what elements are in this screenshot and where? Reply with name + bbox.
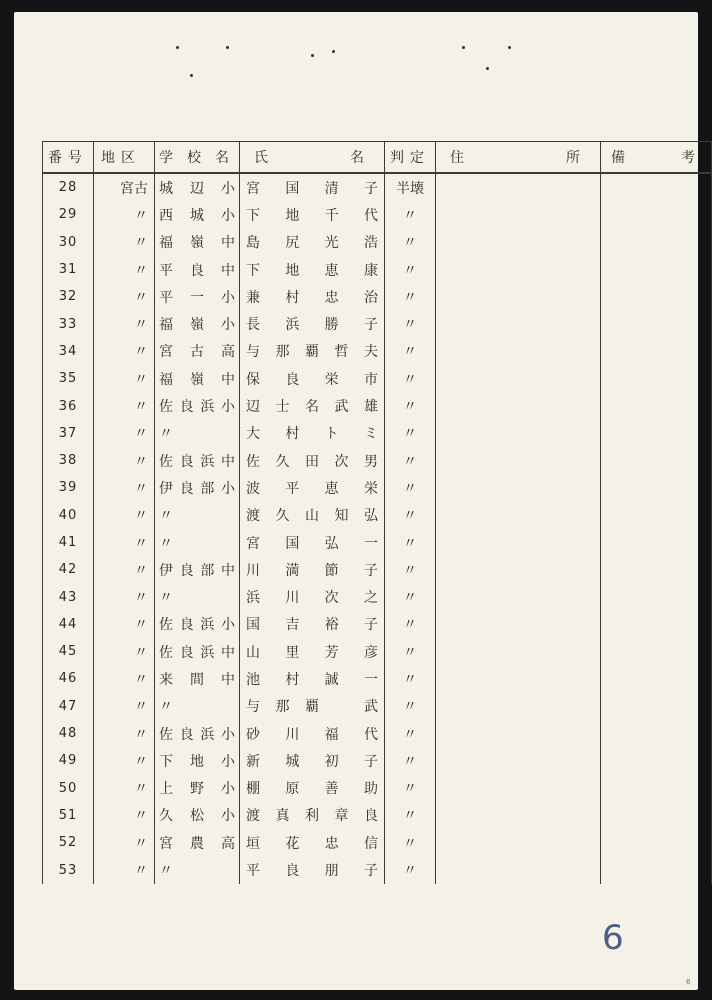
row-school: 〃 [155,502,240,529]
row-judgment: 〃 [385,502,436,529]
row-area: 〃 [94,447,155,474]
row-number: 52 [43,829,94,856]
corner-mark: 6 [686,978,691,986]
row-address [436,474,601,501]
row-remarks [601,229,712,256]
table-row [43,310,712,337]
row-area: 〃 [94,693,155,720]
table-row [43,229,712,256]
row-remarks [601,802,712,829]
row-number: 31 [43,256,94,283]
row-address [436,365,601,392]
table-row [43,201,712,228]
header-address: 住所 [436,142,601,174]
row-name: 長浜勝子 [240,310,385,337]
row-judgment: 〃 [385,201,436,228]
row-number: 50 [43,775,94,802]
row-remarks [601,338,712,365]
row-address [436,173,601,201]
row-address [436,802,601,829]
row-address [436,283,601,310]
row-remarks [601,665,712,692]
row-number: 37 [43,420,94,447]
table-row [43,365,712,392]
row-judgment: 〃 [385,802,436,829]
header-school: 学校名 [155,142,240,174]
page-number: 6 [602,918,624,958]
roster-table [42,141,712,884]
row-number: 45 [43,638,94,665]
row-school: 佐良浜小 [155,611,240,638]
row-name: 川満節子 [240,556,385,583]
row-remarks [601,747,712,774]
row-name: 兼村忠治 [240,283,385,310]
row-judgment: 〃 [385,583,436,610]
row-name: 棚原善助 [240,775,385,802]
table-row [43,447,712,474]
table-row [43,583,712,610]
row-number: 39 [43,474,94,501]
row-name: 保良栄市 [240,365,385,392]
row-number: 30 [43,229,94,256]
row-school: 佐良浜中 [155,447,240,474]
table-row [43,775,712,802]
row-name: 新城初子 [240,747,385,774]
table-row [43,747,712,774]
row-school: 佐良浜小 [155,720,240,747]
roster-body [43,173,712,884]
row-name: 下地千代 [240,201,385,228]
row-address [436,611,601,638]
table-row [43,474,712,501]
row-address [436,447,601,474]
row-number: 49 [43,747,94,774]
row-judgment: 〃 [385,693,436,720]
row-address [436,310,601,337]
row-address [436,665,601,692]
row-judgment: 〃 [385,611,436,638]
row-remarks [601,447,712,474]
row-number: 47 [43,693,94,720]
row-judgment: 〃 [385,638,436,665]
row-school: 伊良部小 [155,474,240,501]
row-name: 渡久山知弘 [240,502,385,529]
row-area: 〃 [94,665,155,692]
row-area: 〃 [94,392,155,419]
row-number: 32 [43,283,94,310]
row-remarks [601,856,712,883]
row-address [436,829,601,856]
row-name: 山里芳彦 [240,638,385,665]
table-row [43,502,712,529]
table-row [43,638,712,665]
table-row [43,856,712,883]
row-area: 〃 [94,775,155,802]
row-judgment: 〃 [385,229,436,256]
row-number: 46 [43,665,94,692]
row-remarks [601,173,712,201]
row-school: 来間中 [155,665,240,692]
row-judgment: 〃 [385,474,436,501]
row-remarks [601,420,712,447]
row-area: 〃 [94,365,155,392]
header-area: 地区 [94,142,155,174]
row-address [436,747,601,774]
row-remarks [601,693,712,720]
row-area: 〃 [94,829,155,856]
row-number: 44 [43,611,94,638]
row-remarks [601,611,712,638]
row-school: 〃 [155,693,240,720]
table-row [43,420,712,447]
row-judgment: 〃 [385,720,436,747]
row-name: 垣花忠信 [240,829,385,856]
row-address [436,638,601,665]
row-school: 福嶺小 [155,310,240,337]
row-school: 〃 [155,420,240,447]
row-name: 辺士名武雄 [240,392,385,419]
row-area: 〃 [94,856,155,883]
row-area: 〃 [94,529,155,556]
header-name: 氏名 [240,142,385,174]
row-name: 砂川福代 [240,720,385,747]
row-judgment: 〃 [385,856,436,883]
row-remarks [601,638,712,665]
row-address [436,720,601,747]
row-address [436,856,601,883]
row-area: 宮古 [94,173,155,201]
row-judgment: 〃 [385,829,436,856]
row-school: 伊良部中 [155,556,240,583]
row-name: 与那覇哲夫 [240,338,385,365]
row-address [436,693,601,720]
row-name: 島尻光浩 [240,229,385,256]
row-school: 〃 [155,856,240,883]
table-row [43,283,712,310]
table-row [43,392,712,419]
row-judgment: 〃 [385,447,436,474]
table-row [43,802,712,829]
row-name: 宮国清子 [240,173,385,201]
row-judgment: 〃 [385,392,436,419]
row-area: 〃 [94,420,155,447]
row-remarks [601,310,712,337]
row-remarks [601,365,712,392]
row-name: 佐久田次男 [240,447,385,474]
row-address [436,420,601,447]
row-school: 平一小 [155,283,240,310]
row-name: 大村トミ [240,420,385,447]
row-name: 平良朋子 [240,856,385,883]
row-judgment: 〃 [385,256,436,283]
row-judgment: 〃 [385,420,436,447]
table-row [43,173,712,201]
table-row [43,720,712,747]
row-remarks [601,474,712,501]
row-school: 平良中 [155,256,240,283]
row-address [436,556,601,583]
row-address [436,338,601,365]
row-name: 下地恵康 [240,256,385,283]
row-school: 宮農高 [155,829,240,856]
row-address [436,229,601,256]
table-row [43,611,712,638]
row-number: 28 [43,173,94,201]
row-area: 〃 [94,310,155,337]
row-number: 33 [43,310,94,337]
row-remarks [601,256,712,283]
table-row [43,256,712,283]
row-area: 〃 [94,638,155,665]
row-school: 〃 [155,583,240,610]
row-school: 城辺小 [155,173,240,201]
row-address [436,392,601,419]
row-number: 34 [43,338,94,365]
row-name: 池村誠一 [240,665,385,692]
row-area: 〃 [94,229,155,256]
row-area: 〃 [94,256,155,283]
row-address [436,201,601,228]
row-name: 与那覇 武 [240,693,385,720]
row-remarks [601,283,712,310]
row-judgment: 〃 [385,283,436,310]
table-row [43,529,712,556]
row-area: 〃 [94,611,155,638]
table-row [43,829,712,856]
row-school: 宮古高 [155,338,240,365]
row-area: 〃 [94,720,155,747]
row-area: 〃 [94,802,155,829]
row-remarks [601,201,712,228]
row-name: 宮国弘一 [240,529,385,556]
row-address [436,583,601,610]
row-remarks [601,392,712,419]
table-row [43,665,712,692]
row-remarks [601,529,712,556]
row-number: 42 [43,556,94,583]
row-school: 福嶺中 [155,365,240,392]
row-area: 〃 [94,502,155,529]
row-number: 38 [43,447,94,474]
table-row [43,693,712,720]
row-remarks [601,583,712,610]
header-judgment: 判定 [385,142,436,174]
row-number: 53 [43,856,94,883]
row-name: 渡真利章良 [240,802,385,829]
row-judgment: 〃 [385,665,436,692]
header-number: 番号 [43,142,94,174]
row-number: 41 [43,529,94,556]
row-remarks [601,829,712,856]
row-school: 下地小 [155,747,240,774]
row-number: 51 [43,802,94,829]
row-remarks [601,502,712,529]
row-school: 福嶺中 [155,229,240,256]
row-number: 43 [43,583,94,610]
row-address [436,775,601,802]
row-judgment: 〃 [385,775,436,802]
row-remarks [601,556,712,583]
row-school: 〃 [155,529,240,556]
header-row [43,142,712,174]
row-name: 波平恵栄 [240,474,385,501]
row-number: 40 [43,502,94,529]
row-area: 〃 [94,474,155,501]
row-area: 〃 [94,583,155,610]
row-address [436,256,601,283]
row-name: 浜川次之 [240,583,385,610]
row-school: 久松小 [155,802,240,829]
row-remarks [601,775,712,802]
row-school: 上野小 [155,775,240,802]
row-number: 36 [43,392,94,419]
row-number: 35 [43,365,94,392]
row-name: 国吉裕子 [240,611,385,638]
row-area: 〃 [94,747,155,774]
row-area: 〃 [94,283,155,310]
row-area: 〃 [94,556,155,583]
row-area: 〃 [94,338,155,365]
row-judgment: 〃 [385,310,436,337]
row-judgment: 〃 [385,529,436,556]
row-school: 西城小 [155,201,240,228]
row-judgment: 〃 [385,365,436,392]
table-row [43,338,712,365]
row-judgment: 〃 [385,556,436,583]
row-school: 佐良浜小 [155,392,240,419]
header-remarks: 備考 [601,142,712,174]
row-number: 48 [43,720,94,747]
row-school: 佐良浜中 [155,638,240,665]
row-judgment: 〃 [385,747,436,774]
table-row [43,556,712,583]
row-judgment: 〃 [385,338,436,365]
row-number: 29 [43,201,94,228]
row-judgment: 半壊 [385,173,436,201]
row-address [436,502,601,529]
row-address [436,529,601,556]
row-remarks [601,720,712,747]
row-area: 〃 [94,201,155,228]
